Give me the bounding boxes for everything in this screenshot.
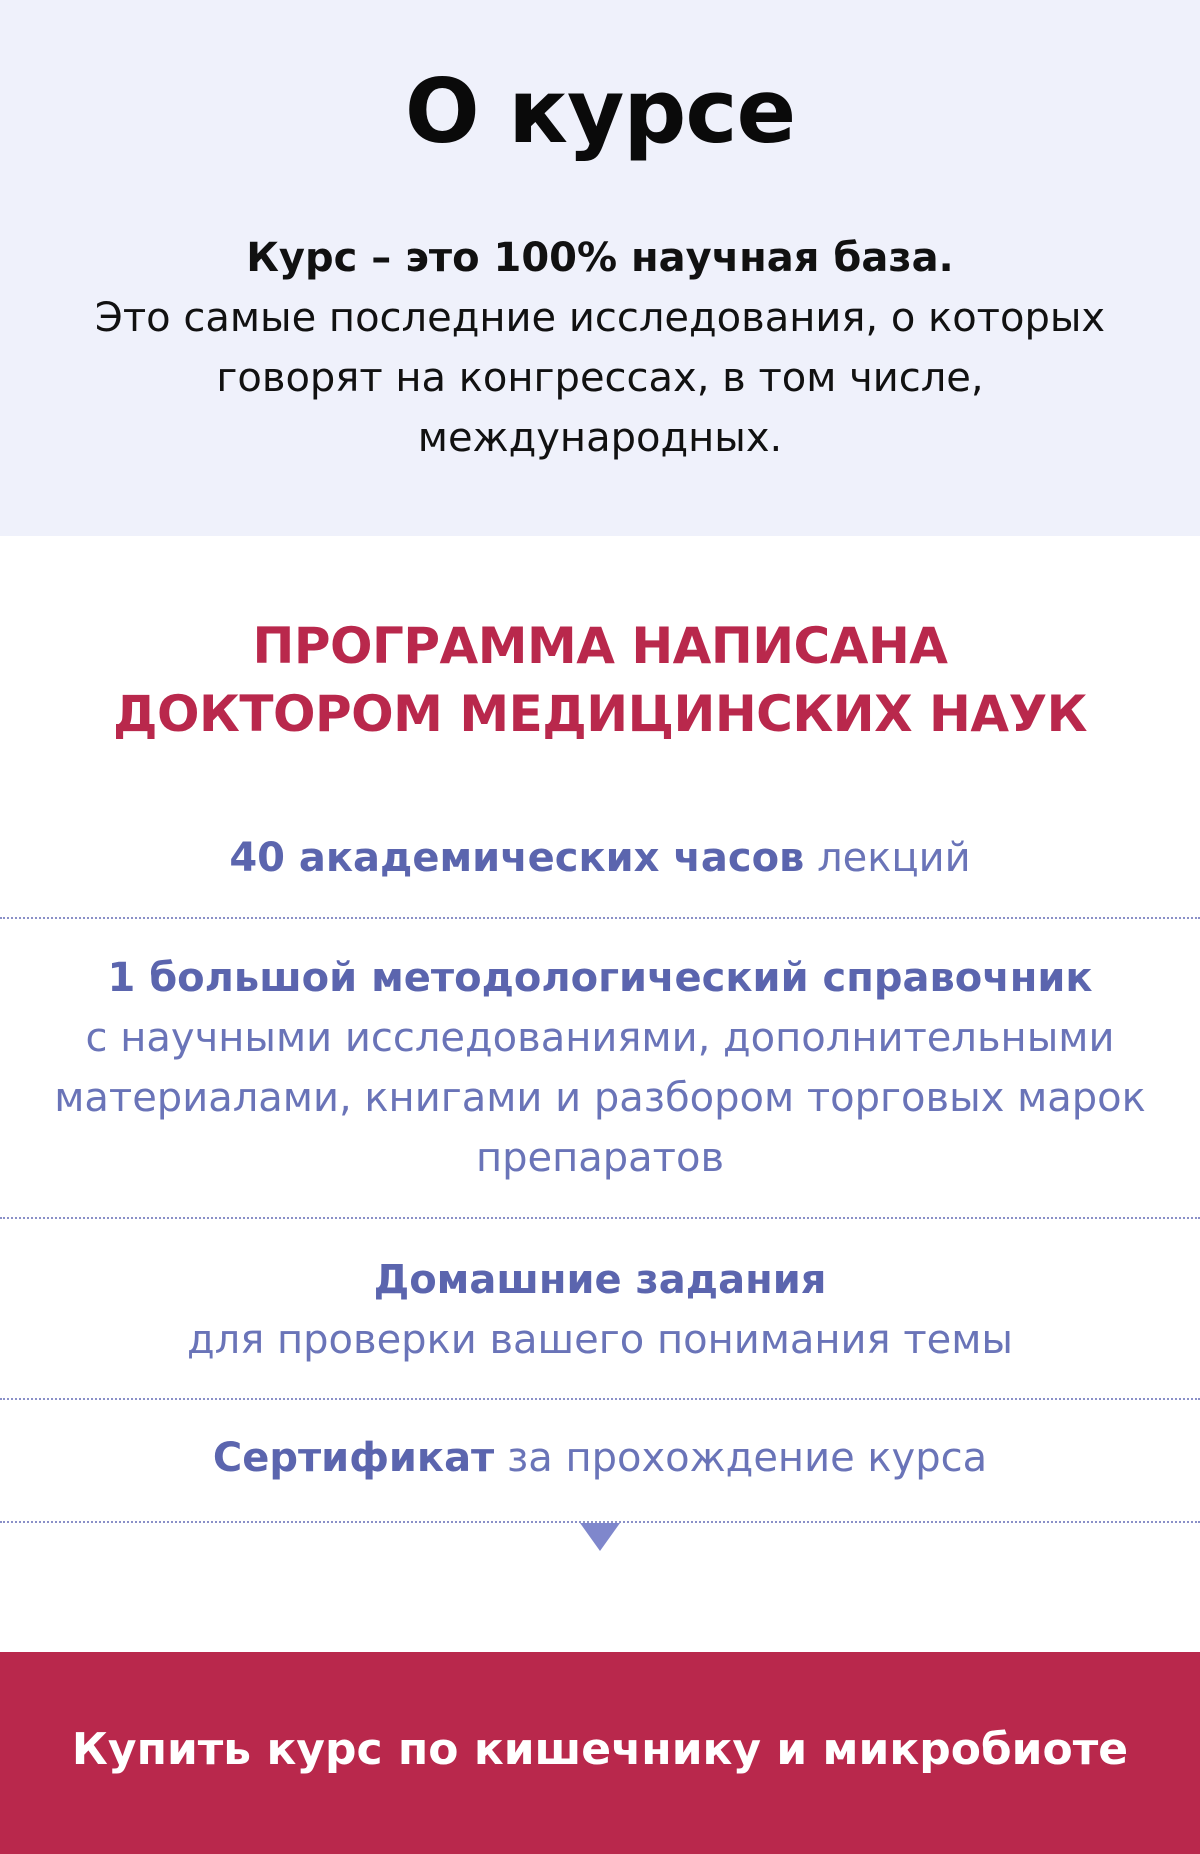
feature-hours <box>40 828 1160 888</box>
program-heading-line-2: ДОКТОРОМ МЕДИЦИНСКИХ НАУК <box>112 685 1088 743</box>
buy-course-label: Купить курс по кишечнику и микробиоте <box>71 1724 1129 1775</box>
program-heading <box>40 612 1160 748</box>
feature-certificate-rest: за прохождение курса <box>494 1435 988 1481</box>
feature-homework-rest: для проверки вашего понимания темы <box>186 1317 1013 1363</box>
feature-certificate <box>40 1428 1160 1488</box>
intro-bold-text: Курс – это 100% научная база. <box>246 235 954 281</box>
feature-hours-strong: 40 академических часов <box>229 835 805 881</box>
divider <box>0 917 1200 919</box>
buy-course-button[interactable] <box>0 1652 1200 1854</box>
feature-handbook-rest: с научными исследованиями, дополнительными материалами, книгами и разбором торговых марок препаратов <box>54 1015 1146 1181</box>
feature-handbook-strong: 1 большой методологический справочник <box>107 955 1093 1001</box>
feature-homework <box>40 1250 1160 1370</box>
program-heading-line-1: ПРОГРАММА НАПИСАНА <box>252 617 948 675</box>
feature-certificate-strong: Сертификат <box>212 1435 495 1481</box>
about-intro <box>60 228 1140 468</box>
divider <box>0 1398 1200 1400</box>
page-title: О курсе <box>404 60 796 163</box>
feature-handbook <box>40 948 1160 1188</box>
arrow-down-icon <box>580 1523 620 1551</box>
about-section <box>0 0 1200 536</box>
intro-text: Это самые последние исследования, о которых говорят на конгрессах, в том числе, международных. <box>94 295 1106 461</box>
feature-homework-strong: Домашние задания <box>373 1257 827 1303</box>
divider <box>0 1217 1200 1219</box>
feature-hours-rest: лекций <box>804 835 971 881</box>
